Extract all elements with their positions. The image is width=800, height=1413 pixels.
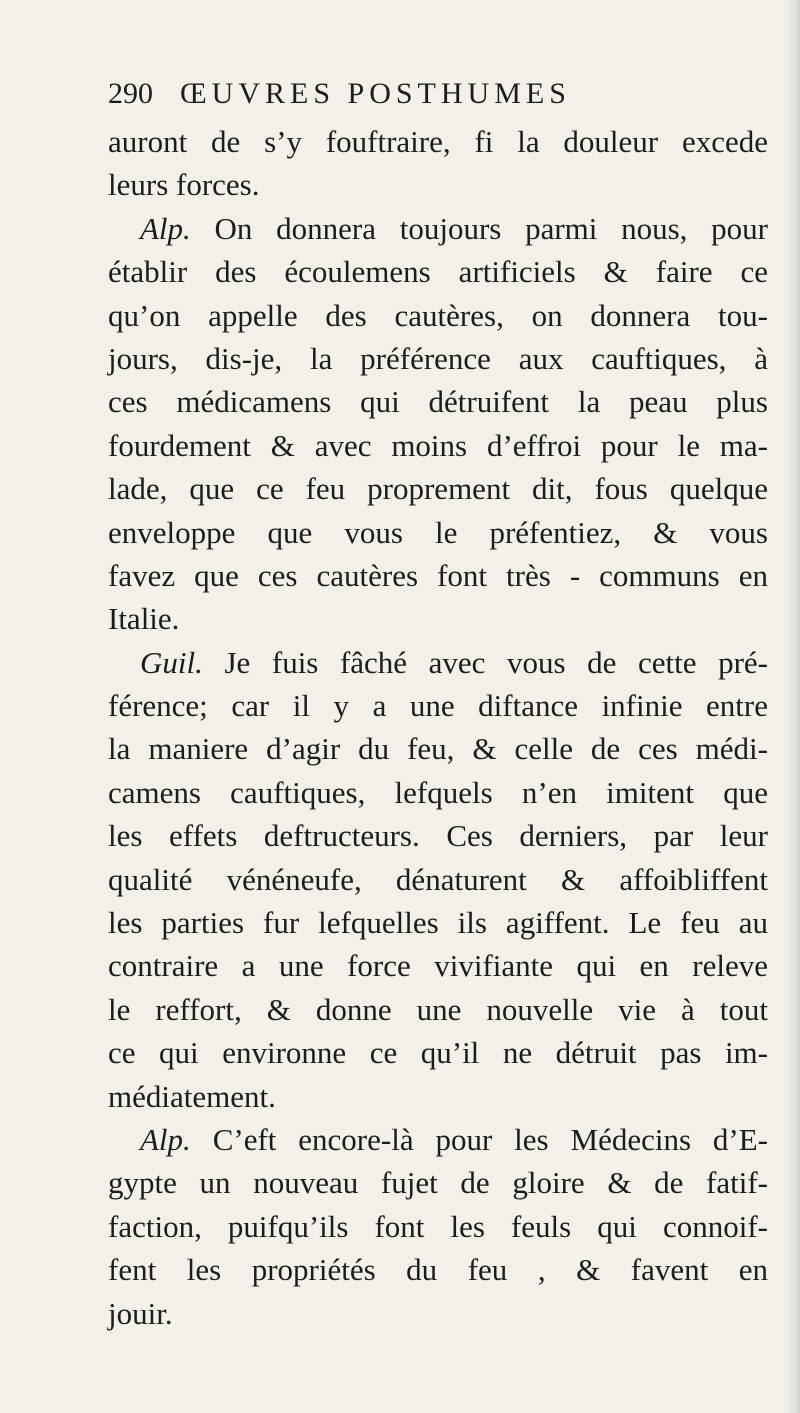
line-text: Je fuis fâché avec vous de cette pré- <box>202 644 768 680</box>
line-text: médiatement. <box>108 1078 276 1114</box>
line-text: fourdement & avec moins d’effroi pour le ma- <box>108 427 768 463</box>
text-line <box>108 944 768 987</box>
text-line <box>108 1031 768 1074</box>
speech-start-line <box>108 641 768 684</box>
speech-start-line <box>108 1118 768 1161</box>
line-text: On donnera toujours parmi nous, pour <box>190 210 768 246</box>
text-line <box>108 1205 768 1248</box>
text-line <box>108 1292 768 1335</box>
line-text: leurs forces. <box>108 167 260 203</box>
text-line <box>108 511 768 554</box>
line-text: favez que ces cautères font très - communs en <box>108 557 768 593</box>
line-text: Italie. <box>108 601 180 637</box>
line-text: la maniere d’agir du feu, & celle de ces médi- <box>108 731 768 767</box>
line-text: les parties fur lefquelles ils agiffent. Le feu au <box>108 905 768 941</box>
text-line <box>108 163 768 206</box>
line-text: le reffort, & donne une nouvelle vie à tout <box>108 991 768 1027</box>
speech-start-line <box>108 207 768 250</box>
text-line <box>108 424 768 467</box>
speaker-name: Alp. <box>140 1121 191 1157</box>
text-line <box>108 380 768 423</box>
text-line <box>108 1248 768 1291</box>
text-line <box>108 467 768 510</box>
text-line <box>108 1161 768 1204</box>
text-line <box>108 858 768 901</box>
text-line <box>108 1075 768 1118</box>
text-line <box>108 684 768 727</box>
line-text: ce qui environne ce qu’il ne détruit pas im- <box>108 1035 768 1071</box>
line-text: ces médicamens qui détruifent la peau plus <box>108 384 768 420</box>
text-line <box>108 597 768 640</box>
page-number: 290 <box>108 77 153 110</box>
line-text: jouir. <box>108 1295 173 1331</box>
line-text: gypte un nouveau fujet de gloire & de fatif- <box>108 1165 768 1201</box>
running-title: ŒUVRES POSTHUMES <box>180 77 571 110</box>
text-line <box>108 901 768 944</box>
text-line <box>108 814 768 857</box>
line-text: qualité vénéneufe, dénaturent & affoibliffent <box>108 861 768 897</box>
line-text: contraire a une force vivifiante qui en releve <box>108 948 768 984</box>
speaker-name: Alp. <box>140 210 191 246</box>
line-text: fent les propriétés du feu , & favent en <box>108 1252 768 1288</box>
text-line <box>108 771 768 814</box>
text-line <box>108 120 768 163</box>
line-text: établir des écoulemens artificiels & faire ce <box>108 254 768 290</box>
line-text: auront de s’y fouftraire, fi la douleur excede <box>108 124 768 159</box>
line-text: qu’on appelle des cautères, on donnera tou- <box>108 297 768 333</box>
running-head <box>108 72 688 116</box>
text-line <box>108 250 768 293</box>
body-text <box>108 120 768 1335</box>
line-text: faction, puifqu’ils font les feuls qui connoif- <box>108 1208 768 1244</box>
page-edge-shadow <box>786 0 800 1413</box>
line-text: lade, que ce feu proprement dit, fous quelque <box>108 471 768 507</box>
line-text: C’eft encore-là pour les Médecins d’E- <box>190 1121 768 1157</box>
text-line <box>108 294 768 337</box>
line-text: enveloppe que vous le préfentiez, & vous <box>108 514 768 550</box>
speaker-name: Guil. <box>140 644 203 680</box>
line-text: férence; car il y a une diftance infinie entre <box>108 688 768 724</box>
line-text: les effets deftructeurs. Ces derniers, par leur <box>108 818 768 854</box>
text-line <box>108 554 768 597</box>
line-text: jours, dis-je, la préférence aux cauftiques, à <box>108 340 768 376</box>
text-line <box>108 988 768 1031</box>
text-line <box>108 727 768 770</box>
line-text: camens cauftiques, lefquels n’en imitent que <box>108 774 768 810</box>
text-line <box>108 337 768 380</box>
